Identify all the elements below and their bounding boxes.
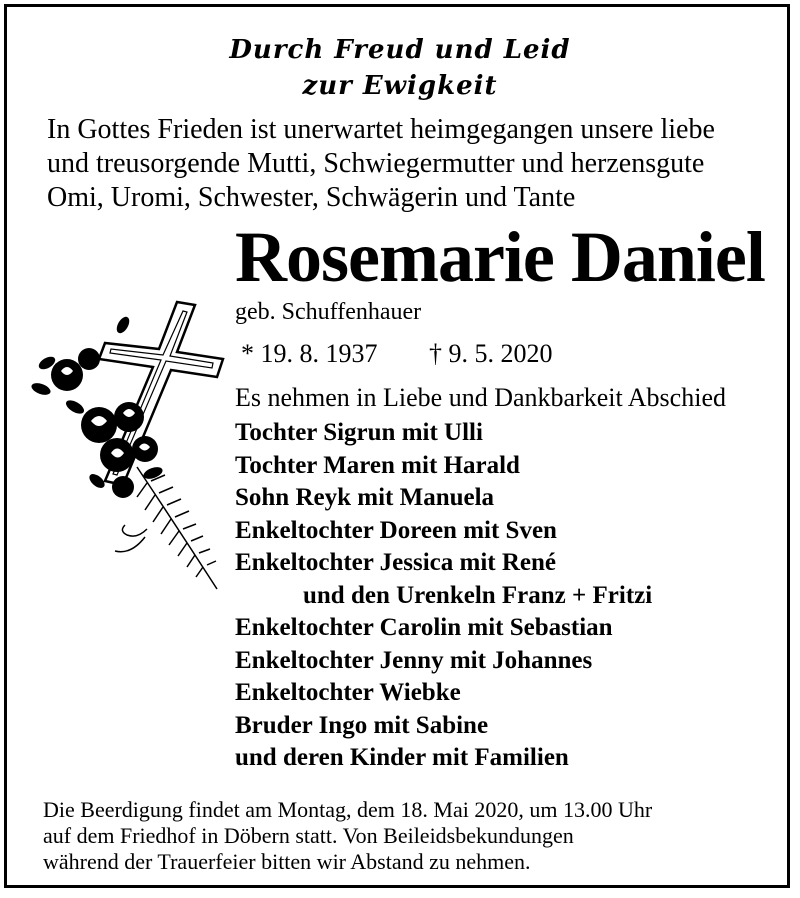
motto-line-2: zur Ewigkeit	[302, 71, 498, 101]
funeral-notice	[43, 797, 783, 875]
intro-line-2: und treusorgende Mutti, Schwiegermutter und herzensgute	[47, 148, 705, 179]
mourner-item: Tochter Sigrun mit Ulli	[235, 419, 483, 446]
funeral-line-1: Die Beerdigung findet am Montag, dem 18. Mai 2020, um 13.00 Uhr	[43, 797, 653, 822]
funeral-line-2: auf dem Friedhof in Döbern statt. Von Beileidsbekundungen	[43, 823, 574, 848]
death-date: † 9. 5. 2020	[429, 339, 553, 368]
farewell-intro: Es nehmen in Liebe und Dankbarkeit Abschied	[235, 383, 726, 412]
deceased-name: Rosemarie Daniel	[235, 217, 765, 297]
mourner-item: Sohn Reyk mit Manuela	[235, 484, 495, 511]
intro-line-3: Omi, Uromi, Schwester, Schwägerin und Tante	[47, 182, 576, 213]
mourner-item: Enkeltochter Wiebke	[235, 679, 461, 706]
mourner-item: Enkeltochter Jenny mit Johannes	[235, 646, 593, 674]
cross-with-roses-icon	[27, 297, 227, 597]
mourner-item: und deren Kinder mit Familien	[235, 744, 569, 771]
maiden-name: geb. Schuffenhauer	[235, 299, 422, 325]
mourner-item: Enkeltochter Doreen mit Sven	[235, 516, 557, 544]
mourner-item: und den Urenkeln Franz + Fritzi	[303, 581, 653, 609]
funeral-line-3: während der Trauerfeier bitten wir Abstand zu nehmen.	[43, 849, 531, 874]
birth-date: * 19. 8. 1937	[241, 339, 378, 368]
obituary-frame	[4, 4, 790, 888]
mourners-list	[235, 417, 652, 775]
mourner-item: Enkeltochter Carolin mit Sebastian	[235, 614, 613, 641]
mourner-item: Enkeltochter Jessica mit René	[235, 549, 557, 576]
mourner-item: Bruder Ingo mit Sabine	[235, 711, 489, 739]
intro-line-1: In Gottes Frieden ist unerwartet heimgegangen unsere liebe	[47, 114, 715, 145]
motto-line-1: Durch Freud und Leid	[229, 35, 571, 65]
mourner-item: Tochter Maren mit Harald	[235, 451, 520, 479]
